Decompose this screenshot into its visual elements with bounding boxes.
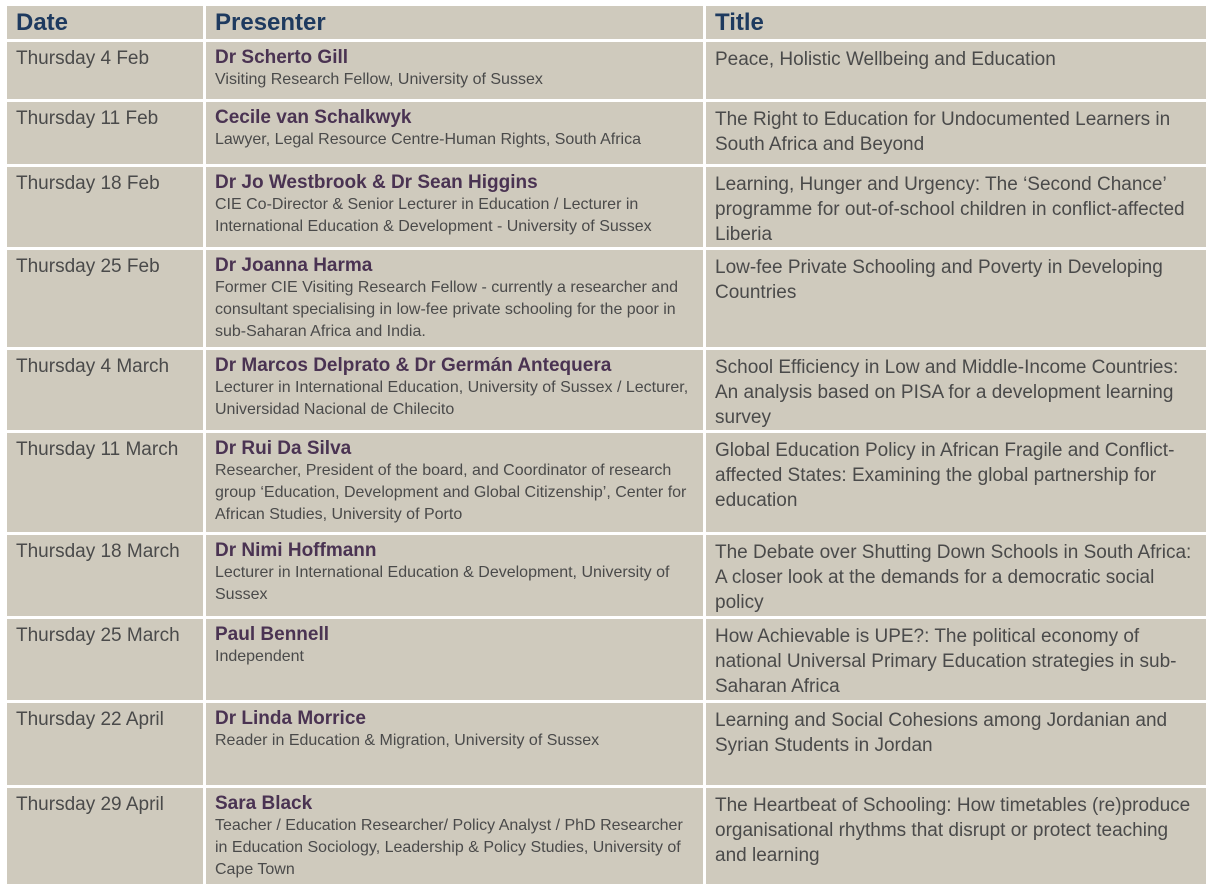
session-title: Global Education Policy in African Fragile and Conflict-affected States: Examining the global partnership for education xyxy=(715,440,1175,511)
date-cell xyxy=(6,249,205,349)
session-date: Thursday 25 Feb xyxy=(16,256,160,277)
presenter-cell xyxy=(205,101,705,166)
table-row xyxy=(6,166,1208,249)
presenter-role: Lecturer in International Education, University of Sussex / Lecturer, Universidad Nacional de Chilecito xyxy=(215,379,689,418)
header-date: Date xyxy=(6,5,205,41)
session-title: How Achievable is UPE?: The political economy of national Universal Primary Education strategies in sub-Saharan Africa xyxy=(715,626,1177,697)
date-cell xyxy=(6,702,205,787)
title-cell xyxy=(705,702,1208,787)
presenter-role: Teacher / Education Researcher/ Policy Analyst / PhD Researcher in Education Sociology, Leadership & Policy Studies, University of Cape Town xyxy=(215,817,683,878)
date-cell xyxy=(6,166,205,249)
presenter-name: Dr Rui Da Silva xyxy=(215,438,352,459)
presenter-name: Dr Scherto Gill xyxy=(215,47,349,68)
session-date: Thursday 18 March xyxy=(16,541,180,562)
header-presenter: Presenter xyxy=(205,5,705,41)
table-row xyxy=(6,618,1208,702)
presenter-role: Researcher, President of the board, and Coordinator of research group ‘Education, Development and Global Citizenship’, Center for African Studies, University of Porto xyxy=(215,462,687,523)
session-date: Thursday 25 March xyxy=(16,625,180,646)
session-date: Thursday 11 March xyxy=(16,439,179,460)
date-cell xyxy=(6,41,205,101)
presenter-cell xyxy=(205,41,705,101)
session-date: Thursday 11 Feb xyxy=(16,108,159,129)
session-date: Thursday 4 March xyxy=(16,356,170,377)
presenter-role: Lecturer in International Education & Development, University of Sussex xyxy=(215,564,670,603)
title-cell xyxy=(705,349,1208,432)
session-date: Thursday 4 Feb xyxy=(16,48,150,69)
date-cell xyxy=(6,101,205,166)
session-title: The Debate over Shutting Down Schools in South Africa: A closer look at the demands for a democratic social policy xyxy=(715,542,1192,613)
table-row xyxy=(6,349,1208,432)
session-title: The Right to Education for Undocumented Learners in South Africa and Beyond xyxy=(715,109,1171,155)
title-cell xyxy=(705,618,1208,702)
presenter-role: Lawyer, Legal Resource Centre-Human Rights, South Africa xyxy=(215,131,641,148)
presenter-role: CIE Co-Director & Senior Lecturer in Education / Lecturer in International Education & Development - University of Sussex xyxy=(215,196,652,235)
title-cell xyxy=(705,101,1208,166)
presenter-cell xyxy=(205,349,705,432)
presenter-name: Dr Joanna Harma xyxy=(215,255,373,276)
presenter-name: Cecile van Schalkwyk xyxy=(215,107,412,128)
date-cell xyxy=(6,787,205,886)
presenter-cell xyxy=(205,432,705,534)
presenter-name: Dr Marcos Delprato & Dr Germán Antequera xyxy=(215,355,612,376)
table-row xyxy=(6,534,1208,618)
presenter-role: Visiting Research Fellow, University of Sussex xyxy=(215,71,543,88)
session-title: School Efficiency in Low and Middle-Income Countries: An analysis based on PISA for a development learning survey xyxy=(715,357,1179,428)
title-cell xyxy=(705,787,1208,886)
session-date: Thursday 29 April xyxy=(16,794,164,815)
title-cell xyxy=(705,249,1208,349)
presenter-name: Dr Nimi Hoffmann xyxy=(215,540,377,561)
session-title: Peace, Holistic Wellbeing and Education xyxy=(715,49,1056,70)
table-row xyxy=(6,702,1208,787)
presenter-name: Sara Black xyxy=(215,793,313,814)
presenter-cell xyxy=(205,618,705,702)
date-cell xyxy=(6,534,205,618)
presenter-cell xyxy=(205,787,705,886)
session-title: The Heartbeat of Schooling: How timetables (re)produce organisational rhythms that disrupt or protect teaching and learning xyxy=(715,795,1191,866)
date-cell xyxy=(6,432,205,534)
presenter-cell xyxy=(205,166,705,249)
session-date: Thursday 22 April xyxy=(16,709,164,730)
table-row xyxy=(6,432,1208,534)
session-date: Thursday 18 Feb xyxy=(16,173,160,194)
title-cell xyxy=(705,432,1208,534)
presenter-role: Reader in Education & Migration, University of Sussex xyxy=(215,732,600,749)
table-row xyxy=(6,41,1208,101)
table-row xyxy=(6,787,1208,886)
presenter-role: Independent xyxy=(215,648,304,665)
date-cell xyxy=(6,349,205,432)
presenter-role: Former CIE Visiting Research Fellow - currently a researcher and consultant specialising in low-fee private schooling for the poor in sub-Saharan Africa and India. xyxy=(215,279,678,340)
seminar-schedule-table xyxy=(4,3,1209,887)
presenter-name: Dr Linda Morrice xyxy=(215,708,366,729)
header-title: Title xyxy=(705,5,1208,41)
title-cell xyxy=(705,41,1208,101)
presenter-name: Dr Jo Westbrook & Dr Sean Higgins xyxy=(215,172,538,193)
table-row xyxy=(6,249,1208,349)
presenter-cell xyxy=(205,249,705,349)
session-title: Learning, Hunger and Urgency: The ‘Second Chance’ programme for out-of-school children in conflict-affected Liberia xyxy=(715,174,1185,245)
header-row xyxy=(6,5,1208,41)
title-cell xyxy=(705,166,1208,249)
title-cell xyxy=(705,534,1208,618)
date-cell xyxy=(6,618,205,702)
session-title: Learning and Social Cohesions among Jordanian and Syrian Students in Jordan xyxy=(715,710,1168,756)
table-row xyxy=(6,101,1208,166)
presenter-cell xyxy=(205,534,705,618)
presenter-cell xyxy=(205,702,705,787)
presenter-name: Paul Bennell xyxy=(215,624,330,645)
session-title: Low-fee Private Schooling and Poverty in Developing Countries xyxy=(715,257,1163,303)
